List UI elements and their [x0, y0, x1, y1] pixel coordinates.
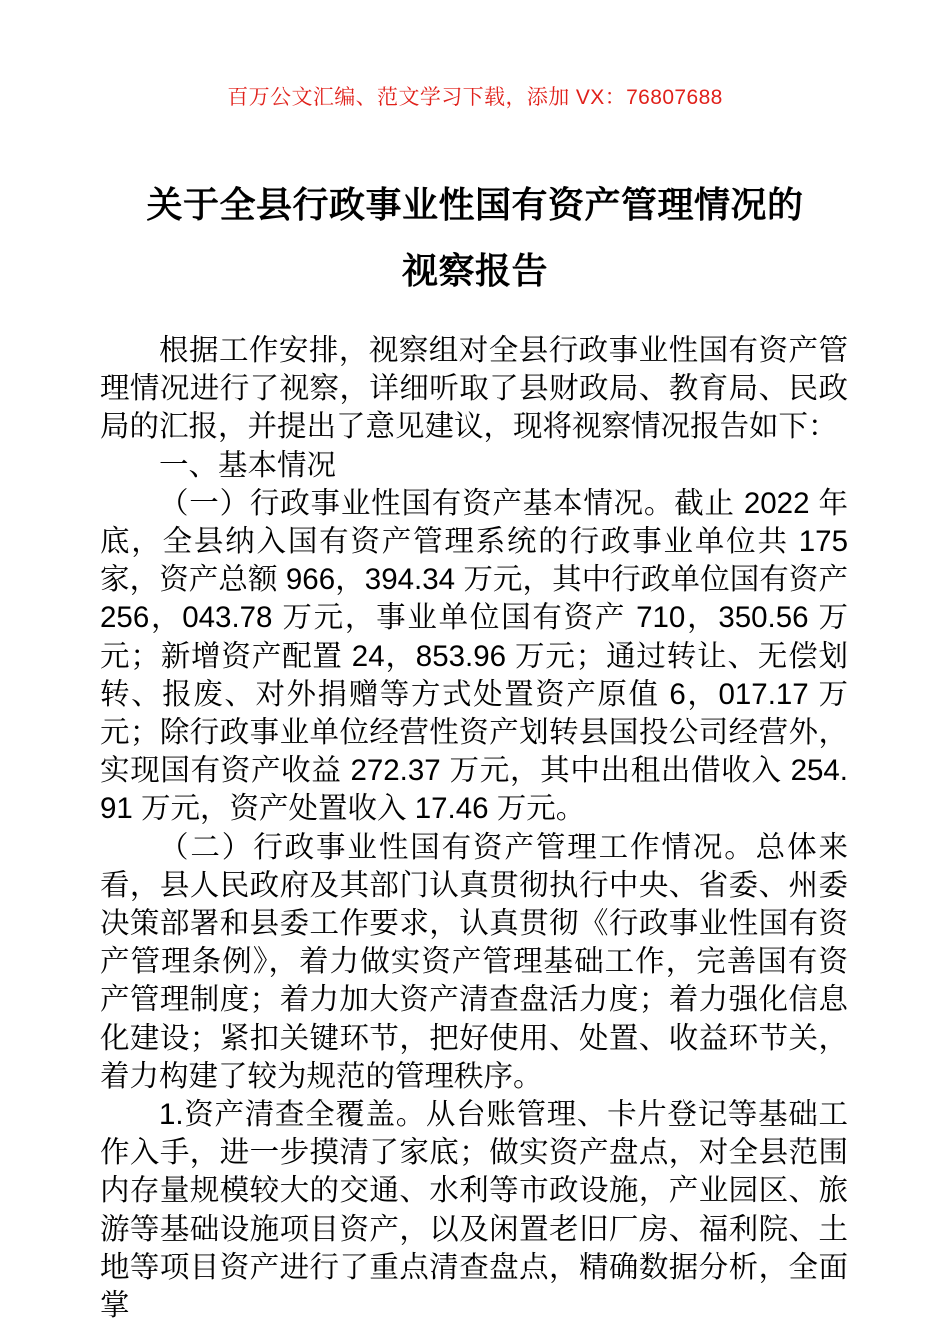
page-title-line-2: 视察报告: [401, 250, 548, 291]
paragraph-intro: 根据工作安排，视察组对全县行政事业性国有资产管理情况进行了视察，详细听取了县财政局、教育局、民政局的汇报，并提出了意见建议，现将视察情况报告如下：: [100, 334, 848, 444]
page-title-line-1: 关于全县行政事业性国有资产管理情况的: [146, 184, 804, 225]
page-title: [100, 172, 850, 304]
heading-section-one: 一、基本情况: [159, 448, 337, 482]
paragraph-section-1-1: （一）行政事业性国有资产基本情况。截止 2022 年底，全县纳入国有资产管理系统的行政事业单位共 175 家，资产总额 966，394.34 万元，其中行政单位国有资产 256，043.78 万元，事业单位国有资产 710，350.56 万元；新增资产配置 24，853.96 万元；通过转让、无偿划转、报废、对外捐赠等方式处置资产原值 6，017.17 万元；除行政事业单位经营性资产划转县国投公司经营外，实现国有资产收益 272.37 万元，其中出租出借收入 254.91 万元，资产处置收入 17.46 万元。: [100, 486, 848, 826]
promo-header-banner: 百万公文汇编、范文学习下载，添加 VX：76807688: [227, 86, 723, 109]
document-body: [100, 332, 848, 1325]
paragraph-section-1-2: （二）行政事业性国有资产管理工作情况。总体来看，县人民政府及其部门认真贯彻执行中央、省委、州委决策部署和县委工作要求，认真贯彻《行政事业性国有资产管理条例》，着力做实资产管理基础工作，完善国有资产管理制度；着力加大资产清查盘活力度；着力强化信息化建设；紧扣关键环节，把好使用、处置、收益环节关，着力构建了较为规范的管理秩序。: [100, 830, 848, 1093]
paragraph-section-1-2-item-1: 1.资产清查全覆盖。从台账管理、卡片登记等基础工作入手，进一步摸清了家底；做实资产盘点，对全县范围内存量规模较大的交通、水利等市政设施，产业园区、旅游等基础设施项目资产，以及闲置老旧厂房、福利院、土地等项目资产进行了重点清查盘点，精确数据分析，全面掌: [100, 1098, 848, 1323]
